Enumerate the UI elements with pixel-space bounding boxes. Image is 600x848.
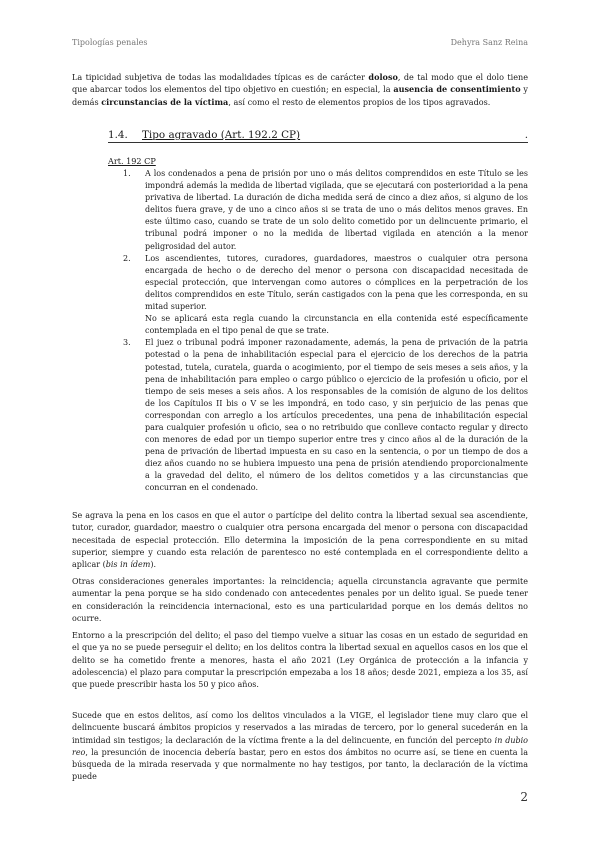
intro-paragraph xyxy=(72,71,528,108)
header-document-title: Tipologías penales xyxy=(72,38,148,47)
article-item-number: 3. xyxy=(123,338,131,348)
section-heading xyxy=(108,129,528,143)
section-trailing: . xyxy=(524,129,528,141)
intro-text-2: , de tal modo que el dolo tiene que abarcar todos los elementos del tipo objetivo en cuestión; en especial, la xyxy=(72,72,528,95)
section-number: 1.4. xyxy=(108,129,128,141)
page-number: 2 xyxy=(520,790,528,804)
intro-bold-circunstancias: circunstancias de la víctima xyxy=(101,96,229,107)
article-item-number: 2. xyxy=(123,253,131,263)
article-item-text: A los condenados a pena de prisión por uno o más delitos comprendidos en este Título se les impondrá además la medida de libertad vigilada, que se ejecutará con posterioridad a la pena privativa de libertad. La duración de dicha medida será de cinco a diez años, si alguno de los delitos fuera grave, y de uno a cinco años si se trata de uno o más delitos menos graves. En este último caso, cuando se trate de un solo delito cometido por un delincuente primario, el tribunal podrá imponer o no la medida de libertad vigilada en atención a la menor peligrosidad del autor. xyxy=(145,169,528,251)
paragraph-italic-in-dubio-reo: in dubio reo xyxy=(72,735,528,757)
article-item-number: 1. xyxy=(123,169,131,178)
article-item xyxy=(108,168,528,253)
article-item-text: El juez o tribunal podrá imponer razonadamente, además, la pena de privación de la patria potestad o la pena de inhabilitación especial para el ejercicio de los derechos de la patria potestad, tutela, curatela, guarda o acogimiento, por el tiempo de seis meses a seis años, y la pena de inhabilitación para empleo o cargo público o ejercicio de la profesión u oficio, por el tiempo de seis meses a seis años. A los responsables de la comisión de alguno de los delitos de los Capítulos II bis o V se les impondrá, en todo caso, y sin perjuicio de las penas que correspondan con arreglo a los artículos precedentes, una pena de inhabilitación especial para cualquier profesión u oficio, sea o no retribuido que conlleve contacto regular y directo con menores de edad por un tiempo superior entre tres y cinco años al de la duración de la pena de privación de libertad impuesta en su caso en la sentencia, o por un tiempo de dos a diez años cuando no se hubiera impuesto una pena de prisión atendiendo proporcionalmente a la gravedad del delito, el número de los delitos cometidos y a las circunstancias que concurran en el condenado. xyxy=(145,338,528,493)
article-item-text: Los ascendientes, tutores, curadores, guardadores, maestros o cualquier otra persona encargada de hecho o de derecho del menor o persona con discapacidad necesitada de especial protección, que intervengan como autores o cómplices en la perpetración de los delitos comprendidos en este Título, serán castigados con la pena que les corresponda, en su mitad superior. xyxy=(145,253,528,312)
section-title: Tipo agravado (Art. 192.2 CP) xyxy=(142,129,301,141)
article-list xyxy=(108,168,528,495)
article-item xyxy=(108,253,528,338)
paragraph-testigos xyxy=(72,710,528,784)
paragraph-text: Sucede que en estos delitos, así como los delitos vinculados a la VIGE, el legislador tiene muy claro que el delincuente buscará ámbitos propicios y reservados a las miradas de tercero, por lo general sucederán en la intimidad sin testigos; la declaración de la víctima frente a la del delincuente, en función del percepto xyxy=(72,711,528,745)
intro-text-3: y demás xyxy=(72,84,528,107)
article-item-text-extra: No se aplicará esta regla cuando la circunstancia en ella contenida esté específicamente contemplada en el tipo penal de que se trate. xyxy=(145,314,528,336)
intro-text-1: La tipicidad subjetiva de todas las modalidades típicas es de carácter xyxy=(72,72,369,82)
article-item xyxy=(108,337,528,494)
intro-text-4: , así como el resto de elementos propios de los tipos agravados. xyxy=(228,96,491,107)
paragraph-text: Se agrava la pena en los casos en que el autor o partícipe del delito contra la libertad sexual sea ascendiente, tutor, curador, guardador, maestro o cualquier otra persona encargada del menor o persona con discapacidad necesitada de especial protección. Ello determina la imposición de la pena correspondiente en su mitad superior, siempre y cuando esta relación de parentesco no esté contemplada en el correspondiente delito a aplicar ( xyxy=(72,511,528,570)
paragraph-text: ). xyxy=(150,560,157,570)
intro-bold-consentimiento: ausencia de consentimiento xyxy=(393,84,521,95)
paragraph-text: , la presunción de inocencia debería bastar, pero en estos dos ámbitos no ocurre así, se tiene en cuenta la búsqueda de la mirada reservada y que normalmente no hay testigos, por tanto, la declaración de la víctima puede xyxy=(72,747,528,782)
paragraph-prescripcion: Entorno a la prescripción del delito; el paso del tiempo vuelve a situar las cosas en un estado de seguridad en el que ya no se puede perseguir el delito; en los delitos contra la libertad sexual en aquellos casos en los que el delito se ha cometido frente a menores, hasta el año 2021 (Ley Orgánica de protección a la infancia y adolescencia) el plazo para computar la prescripción empezaba a los 18 años; desde 2021, empieza a los 35, así que puede prescribir hasta los 50 y pico años. xyxy=(72,631,528,690)
article-reference: Art. 192 CP xyxy=(108,156,156,166)
intro-bold-doloso: doloso xyxy=(368,72,398,82)
paragraph-reincidencia: Otras consideraciones generales importantes: la reincidencia; aquella circunstancia agravante que permite aumentar la pena porque se ha sido condenado con antecedentes penales por un delito igual. Se puede tener en consideración la reincidencia internacional, esto es una particularidad porque en los demás delitos no ocurre. xyxy=(72,577,528,623)
paragraph-agravante xyxy=(72,510,528,571)
header-author: Dehyra Sanz Reina xyxy=(450,38,528,47)
paragraph-italic-bis-in-idem: bis in ídem xyxy=(105,560,151,570)
